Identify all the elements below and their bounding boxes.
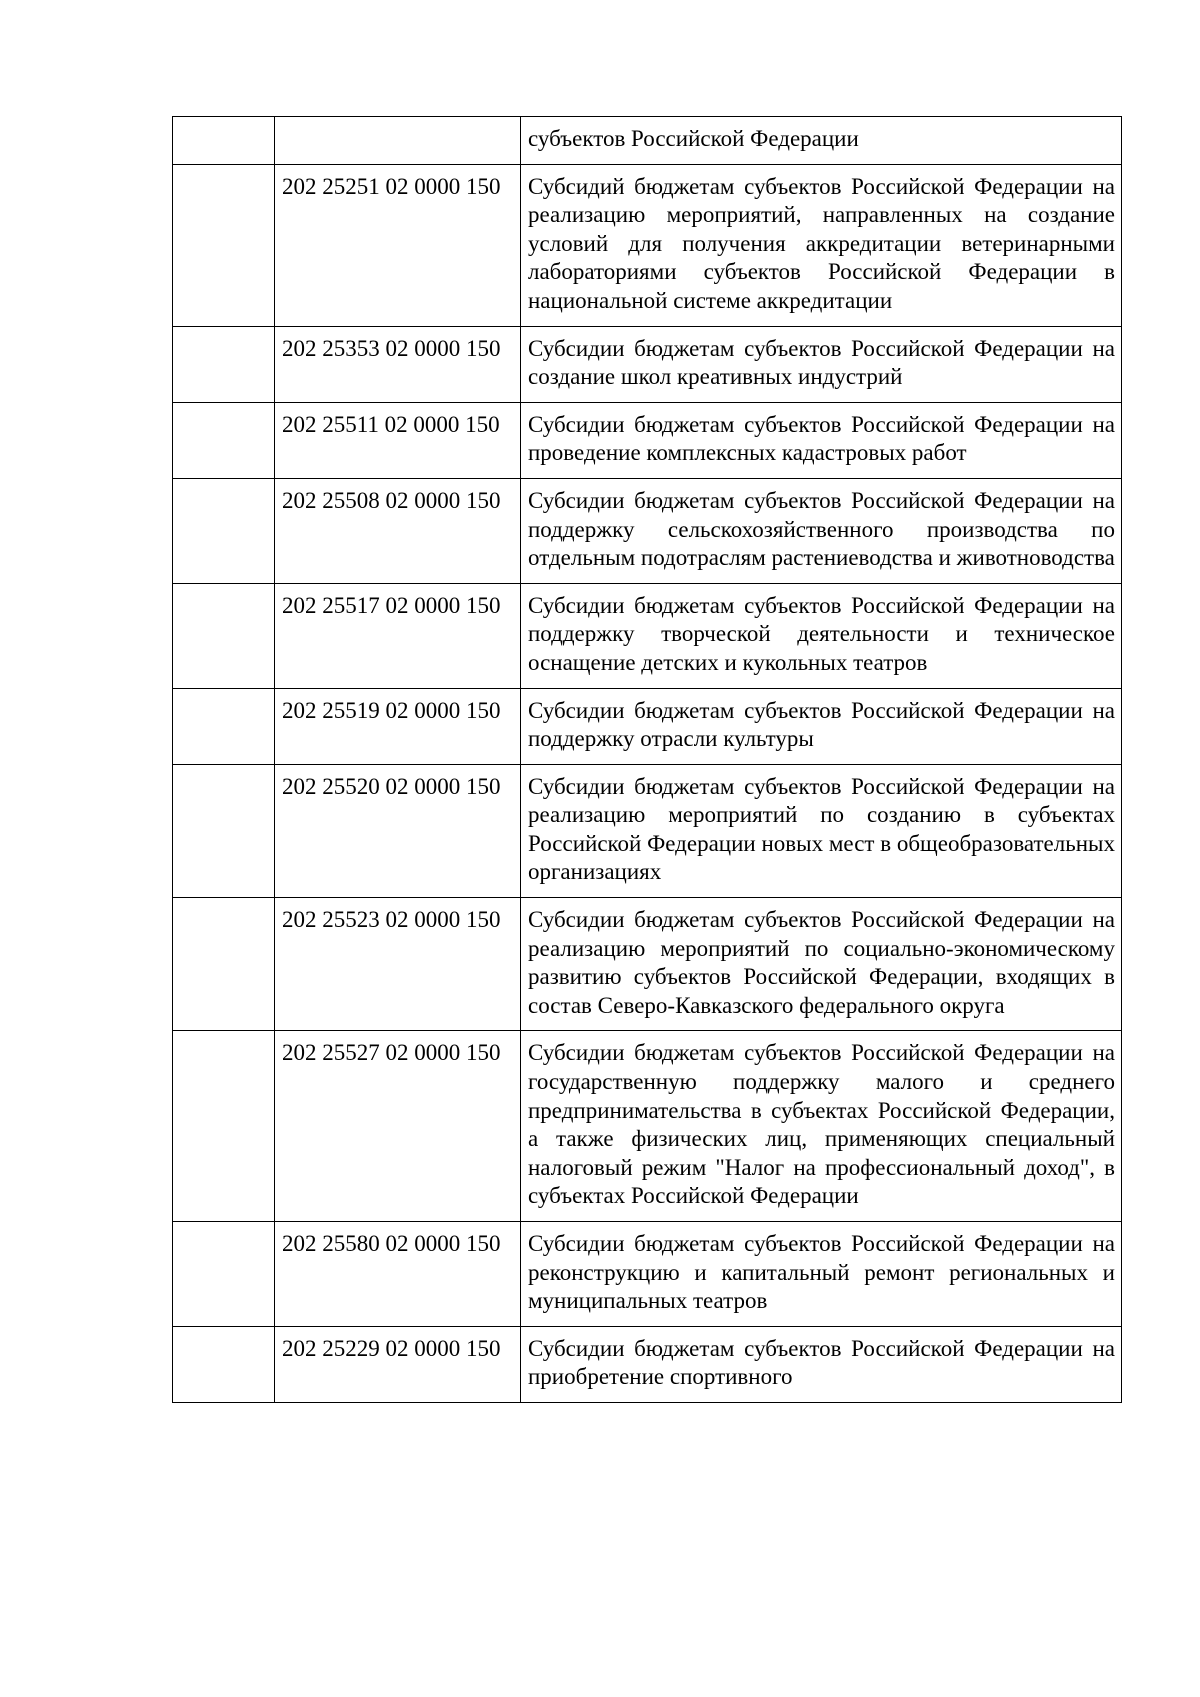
table-row bbox=[173, 1222, 1122, 1327]
budget-code-cell bbox=[275, 117, 521, 165]
budget-code-cell: 202 25580 02 0000 150 bbox=[275, 1222, 521, 1327]
row-number-cell bbox=[173, 688, 275, 764]
table-row bbox=[173, 402, 1122, 478]
row-number-cell bbox=[173, 1222, 275, 1327]
table-row bbox=[173, 583, 1122, 688]
budget-code-cell: 202 25508 02 0000 150 bbox=[275, 478, 521, 583]
description-cell: Субсидии бюджетам субъектов Российской Федерации на поддержку отрасли культуры bbox=[521, 688, 1122, 764]
table-row bbox=[173, 898, 1122, 1031]
budget-code-cell: 202 25520 02 0000 150 bbox=[275, 764, 521, 897]
description-cell: Субсидии бюджетам субъектов Российской Федерации на поддержку творческой деятельности и техническое оснащение детских и кукольных театров bbox=[521, 583, 1122, 688]
row-number-cell bbox=[173, 478, 275, 583]
row-number-cell bbox=[173, 326, 275, 402]
budget-code-cell: 202 25519 02 0000 150 bbox=[275, 688, 521, 764]
table-row bbox=[173, 1031, 1122, 1222]
table-row bbox=[173, 478, 1122, 583]
description-cell: Субсидий бюджетам субъектов Российской Федерации на реализацию мероприятий, направленных на создание условий для получения аккредитации ветеринарными лабораториями субъектов Российской Федерации в национальной системе аккредитации bbox=[521, 164, 1122, 326]
table-row bbox=[173, 164, 1122, 326]
row-number-cell bbox=[173, 1326, 275, 1402]
description-cell: Субсидии бюджетам субъектов Российской Федерации на приобретение спортивного bbox=[521, 1326, 1122, 1402]
description-cell: Субсидии бюджетам субъектов Российской Федерации на создание школ креативных индустрий bbox=[521, 326, 1122, 402]
description-cell: Субсидии бюджетам субъектов Российской Федерации на реализацию мероприятий по социально-экономическому развитию субъектов Российской Федерации, входящих в состав Северо-Кавказского федерального округа bbox=[521, 898, 1122, 1031]
row-number-cell bbox=[173, 402, 275, 478]
budget-code-cell: 202 25229 02 0000 150 bbox=[275, 1326, 521, 1402]
description-cell: Субсидии бюджетам субъектов Российской Федерации на реконструкцию и капитальный ремонт региональных и муниципальных театров bbox=[521, 1222, 1122, 1327]
budget-code-cell: 202 25527 02 0000 150 bbox=[275, 1031, 521, 1222]
budget-code-cell: 202 25523 02 0000 150 bbox=[275, 898, 521, 1031]
description-cell: Субсидии бюджетам субъектов Российской Федерации на проведение комплексных кадастровых работ bbox=[521, 402, 1122, 478]
description-cell: субъектов Российской Федерации bbox=[521, 117, 1122, 165]
table-row bbox=[173, 117, 1122, 165]
budget-code-cell: 202 25511 02 0000 150 bbox=[275, 402, 521, 478]
row-number-cell bbox=[173, 764, 275, 897]
table-row bbox=[173, 1326, 1122, 1402]
budget-code-table bbox=[172, 116, 1122, 1403]
description-cell: Субсидии бюджетам субъектов Российской Федерации на поддержку сельскохозяйственного производства по отдельным подотраслям растениеводства и животноводства bbox=[521, 478, 1122, 583]
row-number-cell bbox=[173, 1031, 275, 1222]
table-row bbox=[173, 688, 1122, 764]
row-number-cell bbox=[173, 583, 275, 688]
row-number-cell bbox=[173, 164, 275, 326]
budget-code-cell: 202 25251 02 0000 150 bbox=[275, 164, 521, 326]
budget-code-cell: 202 25353 02 0000 150 bbox=[275, 326, 521, 402]
description-cell: Субсидии бюджетам субъектов Российской Федерации на реализацию мероприятий по созданию в субъектах Российской Федерации новых мест в общеобразовательных организациях bbox=[521, 764, 1122, 897]
table-row bbox=[173, 764, 1122, 897]
budget-code-cell: 202 25517 02 0000 150 bbox=[275, 583, 521, 688]
row-number-cell bbox=[173, 898, 275, 1031]
row-number-cell bbox=[173, 117, 275, 165]
description-cell: Субсидии бюджетам субъектов Российской Федерации на государственную поддержку малого и среднего предпринимательства в субъектах Российской Федерации, а также физических лиц, применяющих специальный налоговый режим "Налог на профессиональный доход", в субъектах Российской Федерации bbox=[521, 1031, 1122, 1222]
table-row bbox=[173, 326, 1122, 402]
